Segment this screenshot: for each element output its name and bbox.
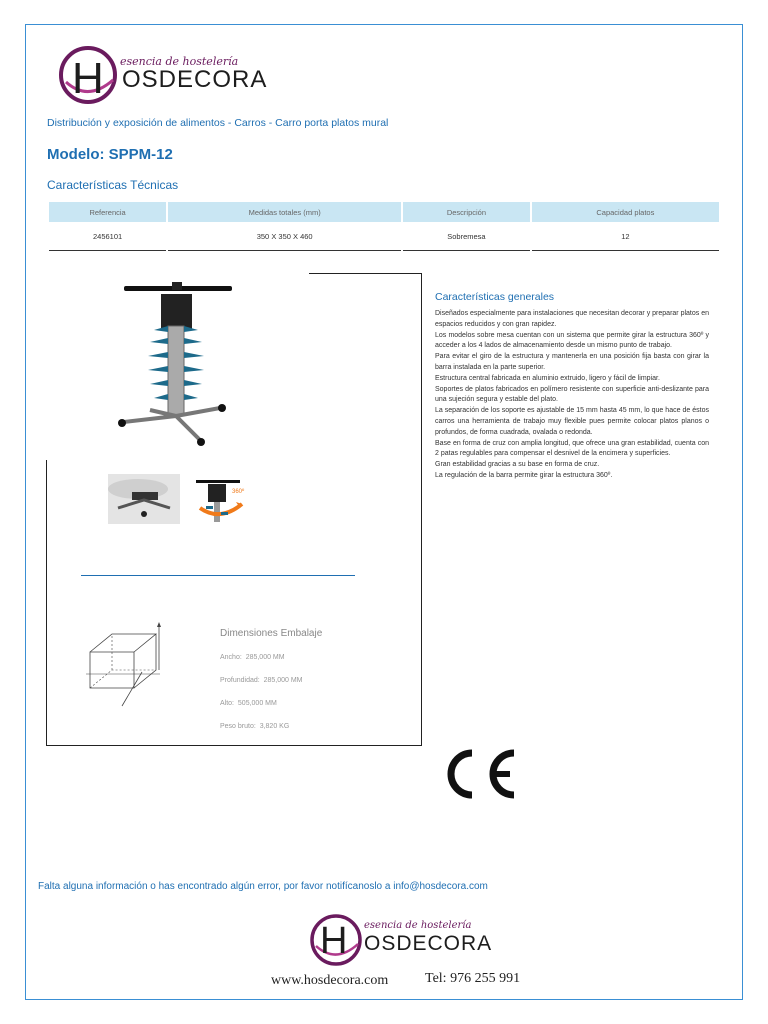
table-cell: 12 xyxy=(532,222,719,251)
description-line: Gran estabilidad gracias a su base en forma de cruz. xyxy=(435,461,600,469)
packaging-value: 285,000 MM xyxy=(245,654,285,661)
description-line: Los modelos sobre mesa cuentan con un sistema que permite girar la estructura 360º y acceder a los 4 lados de almacenamiento desde un mismo punto de trabajo. xyxy=(435,331,709,350)
table-header: Descripción xyxy=(403,202,530,222)
website-text[interactable]: www.hosdecora.com xyxy=(271,973,389,988)
description-line: La separación de los soporte es ajustable de 15 mm hasta 45 mm, lo que hace de éstos carros una herramienta de trabajo muy flexible pues permite colocar platos planos o profundos, de forma cuadrada, ovalada o redonda. xyxy=(435,407,709,436)
packaging-row xyxy=(220,700,277,707)
box-dimensions-diagram xyxy=(82,620,164,708)
table-cell: Sobremesa xyxy=(403,222,530,251)
product-box-right-border xyxy=(421,273,422,745)
phone-text: Tel: 976 255 991 xyxy=(425,971,521,986)
description-line: Soportes de platos fabricados en polímero resistente con superficie anti-deslizante para una sujeción segura y estable del plato. xyxy=(435,385,709,404)
packaging-value: 3,820 KG xyxy=(259,723,290,730)
table-cell: 2456101 xyxy=(49,222,166,251)
brand-tagline: esencia de hostelería xyxy=(120,55,239,68)
footer-logo xyxy=(308,910,508,968)
header-logo xyxy=(58,42,288,108)
rotation-badge: 360º xyxy=(232,489,245,495)
image-divider xyxy=(81,575,355,576)
footer-email-link[interactable]: info@hosdecora.com xyxy=(393,881,488,892)
description-line: La regulación de la barra permite girar la estructura 360º. xyxy=(435,471,613,479)
packaging-label: Peso bruto: xyxy=(220,723,256,730)
ce-mark-icon xyxy=(438,745,520,803)
packaging-label: Ancho: xyxy=(220,654,242,661)
table-header: Medidas totales (mm) xyxy=(168,202,401,222)
product-box-bottom-border xyxy=(46,745,422,746)
page-title: Modelo: SPPM-12 xyxy=(47,146,173,163)
table-row xyxy=(49,222,719,251)
brand-tagline: esencia de hostelería xyxy=(364,920,472,931)
thumbnail-rotation[interactable] xyxy=(190,474,254,526)
description-line: Diseñados especialmente para instalaciones que necesitan decorar y preparar platos en espacios reducidos y con gran rapidez. xyxy=(435,310,709,328)
breadcrumb[interactable]: Distribución y exposición de alimentos - Carros - Carro porta platos mural xyxy=(47,117,389,129)
product-image[interactable] xyxy=(110,280,240,460)
description-line: Base en forma de cruz con amplia longitud, que ofrece una gran estabilidad, cuenta con 2 patas regulables para compensar el desnivel de la encimera y superficies. xyxy=(435,439,709,458)
table-header: Capacidad platos xyxy=(532,202,719,222)
description-line: Estructura central fabricada en aluminio extruido, ligero y fácil de limpiar. xyxy=(435,374,660,382)
general-description xyxy=(435,309,709,482)
packaging-row xyxy=(220,677,303,684)
brand-name: OSDECORA xyxy=(364,932,493,955)
table-header-row xyxy=(49,202,719,222)
packaging-value: 285,000 MM xyxy=(263,677,303,684)
brand-initial: H xyxy=(72,54,105,103)
thumbnail-detail[interactable] xyxy=(108,474,180,524)
footer-note-text: Falta alguna información o has encontrado algún error, por favor notifícanoslo a xyxy=(38,881,394,892)
table-cell: 350 X 350 X 460 xyxy=(168,222,401,251)
packaging-label: Profundidad: xyxy=(220,677,260,684)
packaging-row xyxy=(220,723,289,730)
product-box-top-border xyxy=(309,273,422,274)
packaging-value: 505,000 MM xyxy=(237,700,277,707)
brand-initial: H xyxy=(320,920,349,962)
table-header: Referencia xyxy=(49,202,166,222)
footer-note xyxy=(38,881,488,892)
general-section-title: Características generales xyxy=(435,291,555,303)
packaging-title: Dimensiones Embalaje xyxy=(220,628,323,639)
description-line: Para evitar el giro de la estructura y mantenerla en una posición fija basta con girar la barra instalada en la parte superior. xyxy=(435,353,709,371)
packaging-label: Alto: xyxy=(220,700,235,707)
tech-section-title: Características Técnicas xyxy=(47,178,179,192)
product-box-left-border xyxy=(46,460,47,745)
brand-name: OSDECORA xyxy=(122,66,268,93)
spec-table xyxy=(47,202,721,251)
packaging-row xyxy=(220,654,285,661)
